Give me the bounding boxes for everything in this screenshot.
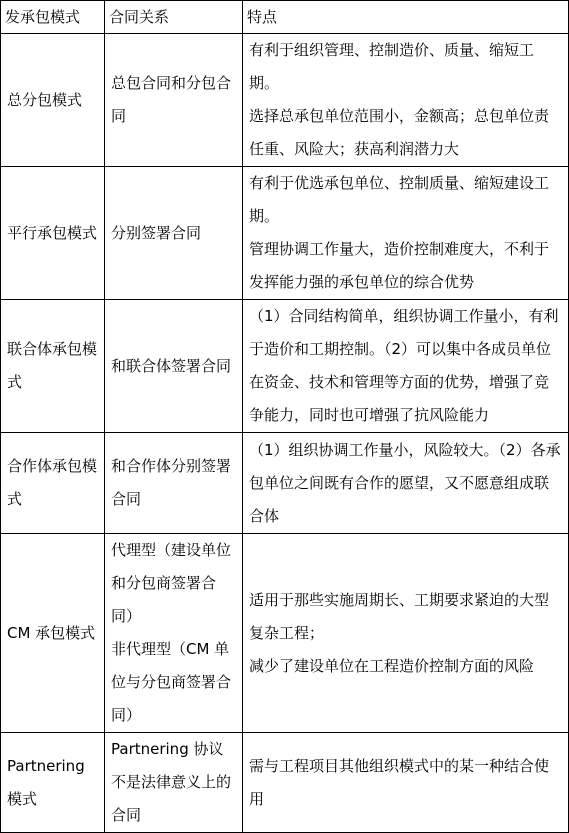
- contract-text: 非代理型（CM 单位与分包商签署合同）: [111, 640, 232, 724]
- contract-text: 分别签署合同: [111, 223, 202, 242]
- table-row: [1, 534, 569, 733]
- contract-text: 代理型（建设单位和分包商签署合同）: [111, 541, 232, 625]
- header-contract: 合同关系: [105, 1, 243, 34]
- contract-text: 总包合同和分包合同: [111, 74, 232, 125]
- contract-text: 和合作体分别签署合同: [111, 457, 232, 508]
- mode-cell: 总分包模式: [1, 34, 105, 167]
- feature-text: 管理协调工作量大，造价控制难度大，不利于发挥能力强的承包单位的综合优势: [249, 240, 550, 291]
- header-features: 特点: [243, 1, 569, 34]
- mode-cell: CM 承包模式: [1, 534, 105, 733]
- features-cell: [243, 733, 569, 833]
- header-mode: 发承包模式: [1, 1, 105, 34]
- contract-cell: [105, 433, 243, 534]
- table-row: [1, 733, 569, 833]
- contract-cell: [105, 34, 243, 167]
- feature-text: 减少了建设单位在工程造价控制方面的风险: [249, 656, 535, 675]
- table-header-row: [1, 1, 569, 34]
- features-cell: [243, 534, 569, 733]
- table-row: [1, 167, 569, 300]
- mode-cell: 平行承包模式: [1, 167, 105, 300]
- contract-text: 和联合体签署合同: [111, 356, 232, 375]
- contract-cell: [105, 167, 243, 300]
- mode-cell: 合作体承包模式: [1, 433, 105, 534]
- contract-text: Partnering 协议不是法律意义上的合同: [111, 740, 232, 824]
- table-row: [1, 34, 569, 167]
- features-cell: [243, 34, 569, 167]
- contract-cell: [105, 733, 243, 833]
- features-cell: [243, 167, 569, 300]
- features-cell: [243, 300, 569, 433]
- table-row: [1, 300, 569, 433]
- feature-text: 有利于优选承包单位、控制质量、缩短建设工期。: [249, 174, 550, 225]
- feature-text: （1）合同结构简单，组织协调工作量小，有利于造价和工期控制。（2）可以集中各成员单位在资金、技术和管理等方面的优势，增强了竞争能力，同时也可增强了抗风险能力: [249, 307, 559, 424]
- mode-cell: 联合体承包模式: [1, 300, 105, 433]
- feature-text: （1）组织协调工作量小，风险较大。（2）各承包单位之间既有合作的愿望，又不愿意组成联合体: [249, 441, 561, 525]
- feature-text: 选择总承包单位范围小，金额高；总包单位责任重、风险大；获高利润潜力大: [249, 107, 550, 158]
- feature-text: 适用于那些实施周期长、工期要求紧迫的大型复杂工程；: [249, 590, 550, 642]
- feature-text: 需与工程项目其他组织模式中的某一种结合使用: [249, 756, 550, 808]
- features-cell: [243, 433, 569, 534]
- mode-cell: Partnering 模式: [1, 733, 105, 833]
- contract-cell: [105, 534, 243, 733]
- table-row: [1, 433, 569, 534]
- feature-text: 有利于组织管理、控制造价、质量、缩短工期。: [249, 41, 535, 92]
- contract-cell: [105, 300, 243, 433]
